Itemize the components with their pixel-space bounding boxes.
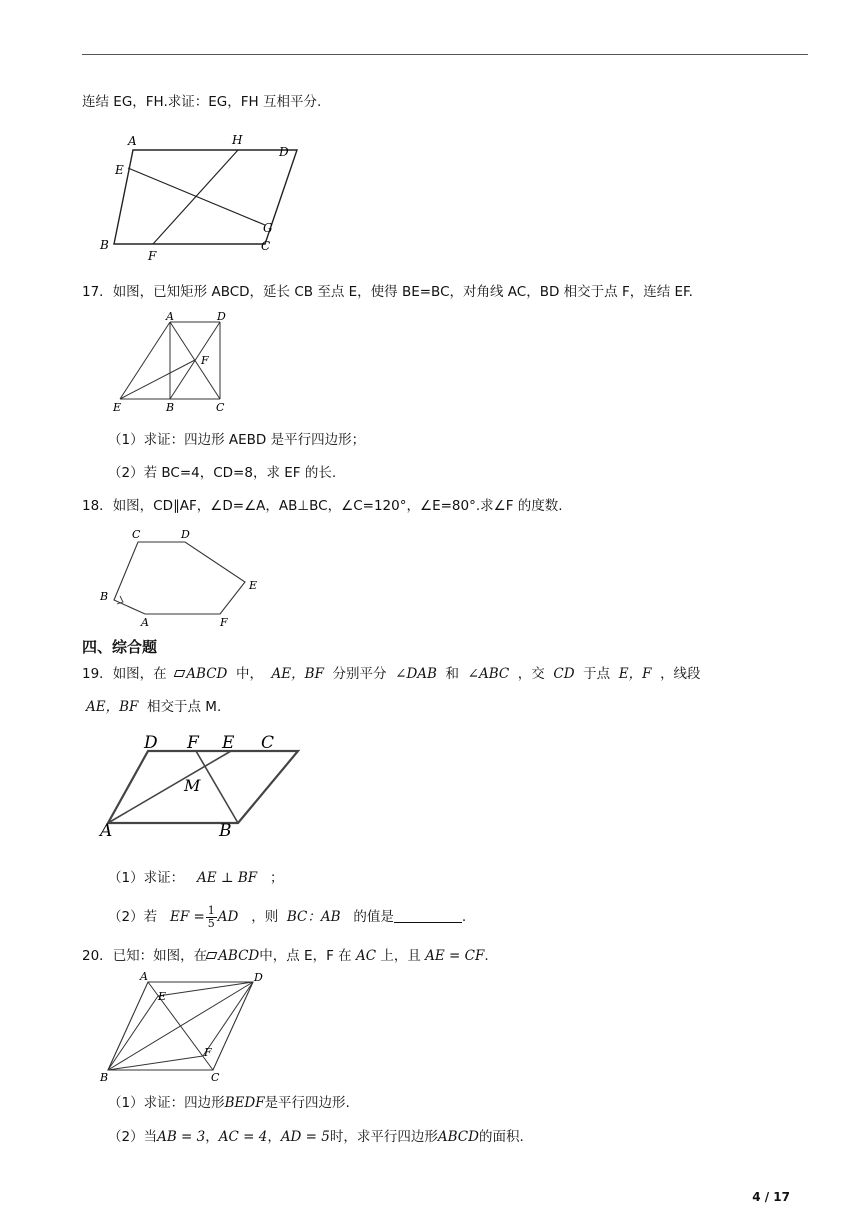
fig19-label-B: B [219,821,232,841]
q16-text: 连结 EG，FH.求证：EG，FH 互相平分. [82,94,322,110]
figure-19 [98,730,308,840]
fig17-label-C: C [216,401,225,414]
fig20-label-B: B [100,1071,109,1084]
q20-part2: （2）当AB = 3，AC = 4，AD = 5时，求平行四边形ABCD的面积. [108,1129,524,1145]
fig16-label-H: H [232,133,243,147]
q18-text: 18．如图，CD∥AF，∠D=∠A，AB⊥BC，∠C=120°，∠E=80°.求∠F 的度数. [82,498,563,514]
fig17-label-E: E [113,401,122,414]
q20-text: 20．已知：如图，在 ABCD中，点 E，F 在 AC 上，且 AE = CF. [82,948,489,964]
fig16-label-E: E [115,163,124,177]
fig18-label-A: A [141,616,149,629]
fig18-label-C: C [132,528,141,541]
q19-part2: （2）若 EF = $\frac{1}{5}$ AD ，则 BC：AB 的值是 . [108,903,467,930]
figure-16 [95,128,310,263]
fig18-label-F: F [220,616,228,629]
q19-text-line1: 19．如图，在 ABCD 中， AE，BF 分别平分 ∠DAB 和 ∠ABC ，交 CD 于点 E，F ，线段 [82,666,701,682]
fig18-label-E: E [249,579,258,592]
fig19-label-A: A [100,821,113,841]
fig19-label-D: D [144,733,158,753]
fig16-label-B: B [100,238,109,252]
fig17-label-A: A [166,310,174,323]
q20-part1: （1）求证：四边形BEDF是平行四边形. [108,1095,350,1111]
figure-17 [110,310,240,415]
fig19-label-M: M [184,776,201,795]
answer-blank[interactable] [394,908,462,923]
q19-text-line2: AE，BF 相交于点 M. [86,699,222,715]
fig19-label-F: F [187,733,199,753]
fig17-label-F: F [201,354,209,367]
fig19-label-E: E [222,733,235,753]
fig20-label-E: E [158,990,167,1003]
q17-text: 17．如图，已知矩形 ABCD，延长 CB 至点 E，使得 BE=BC，对角线 AC，BD 相交于点 F，连结 EF. [82,284,693,300]
fig20-label-C: C [211,1071,220,1084]
fig16-label-C: C [261,239,271,253]
section-heading: 四、综合题 [82,638,158,656]
fig16-label-D: D [279,145,289,159]
fig18-label-B: B [100,590,109,603]
page-number: 4 / 17 [752,1190,790,1204]
fig19-label-C: C [261,733,275,753]
figure-18 [95,522,275,630]
fraction-one-fifth: $\frac{1}{5}$ [207,903,215,930]
parallelogram-symbol [174,670,186,677]
fig16-label-A: A [128,134,137,148]
fig16-label-G: G [263,221,273,235]
fig17-label-B: B [166,401,175,414]
fig20-label-A: A [140,970,148,983]
figure-20 [98,970,273,1085]
header-rule [82,54,808,55]
fig20-label-F: F [204,1046,212,1059]
fig20-label-D: D [254,971,263,984]
fig18-label-D: D [181,528,190,541]
q17-part1: （1）求证：四边形 AEBD 是平行四边形； [108,432,366,448]
fig16-label-F: F [148,249,157,263]
q17-part2: （2）若 BC=4，CD=8，求 EF 的长. [108,465,337,481]
parallelogram-symbol [206,952,218,959]
q19-part1: （1）求证： AE ⊥ BF ； [108,870,284,886]
fig17-label-D: D [217,310,226,323]
